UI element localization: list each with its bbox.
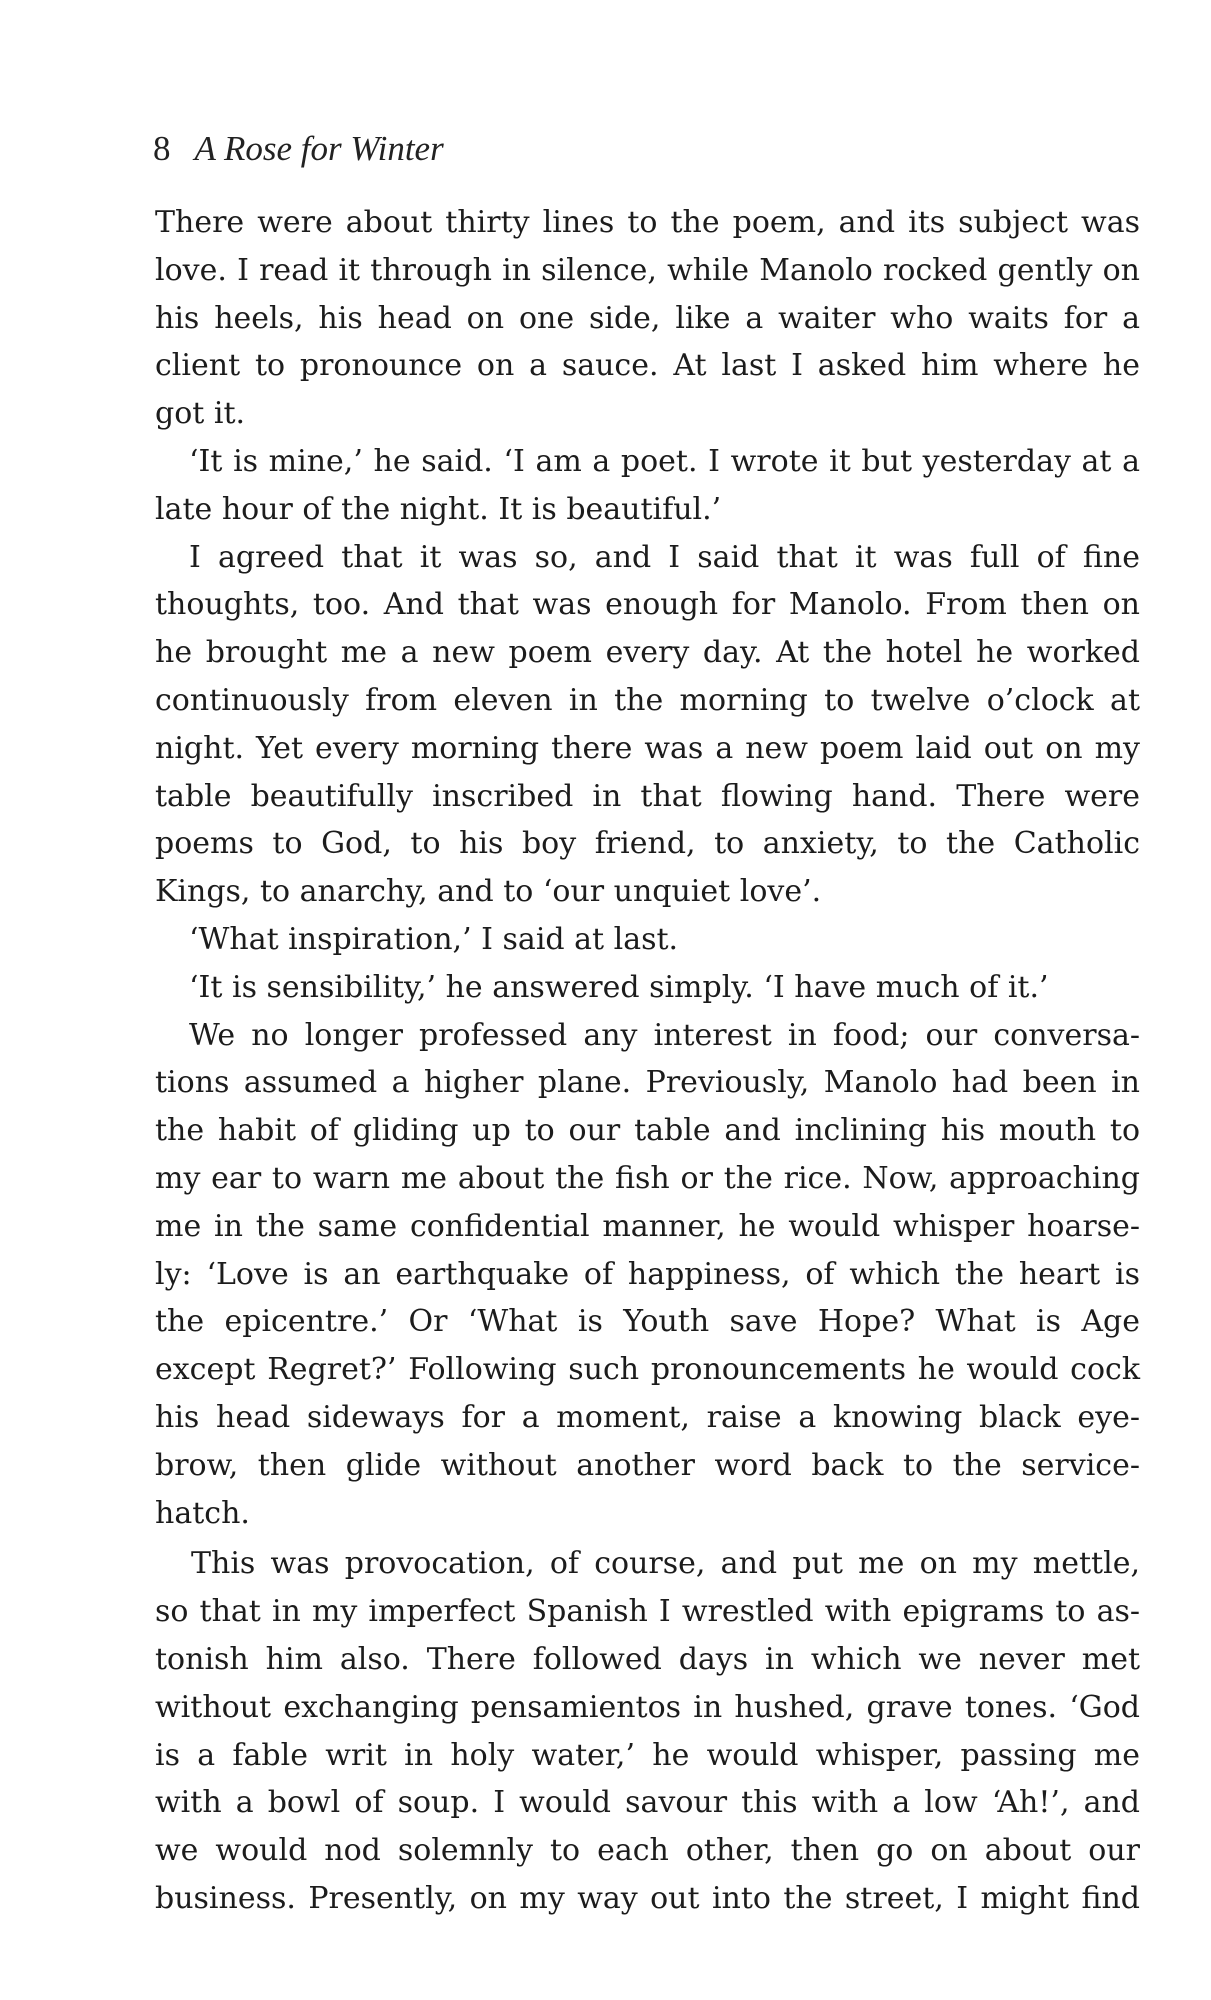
text-line: We no longer professed any interest in food; our conversa- [189,1017,1140,1053]
text-line: table beautifully inscribed in that flowing hand. There were [155,778,1140,814]
paragraph [155,534,1140,916]
text-line: got it. [155,396,246,432]
text-line: we would nod solemnly to each other, then go on about our [155,1833,1140,1869]
text-line: Kings, to anarchy, and to ‘our unquiet love’. [155,874,822,910]
book-title: A Rose for Winter [194,129,444,168]
text-line: his head sideways for a moment, raise a knowing black eye- [155,1399,1140,1435]
paragraph [155,916,1140,964]
text-line: my ear to warn me about the fish or the rice. Now, approaching [155,1160,1140,1196]
text-line: There were about thirty lines to the poem, and its subject was [155,205,1140,240]
text-line: the habit of gliding up to our table and inclining his mouth to [155,1113,1140,1149]
text-line: hatch. [155,1495,250,1531]
text-line: so that in my imperfect Spanish I wrestled with epigrams to as- [155,1594,1140,1630]
body-text [155,199,1140,1923]
text-line: the epicentre.’ Or ‘What is Youth save Hope? What is Age [155,1304,1140,1340]
text-line: I agreed that it was so, and I said that it was full of fine [189,539,1140,575]
running-head [153,126,444,172]
text-line: ly: ‘Love is an earthquake of happiness, of which the heart is [155,1256,1140,1292]
text-line: continuously from eleven in the morning to twelve o’clock at [155,682,1140,718]
text-line: except Regret?’ Following such pronouncements he would cock [155,1352,1140,1388]
text-line: business. Presently, on my way out into the street, I might find [155,1880,1140,1916]
text-line: client to pronounce on a sauce. At last I asked him where he [155,348,1140,384]
text-line: his heels, his head on one side, like a waiter who waits for a [155,300,1140,336]
text-line: This was provocation, of course, and put me on my mettle, [191,1546,1140,1582]
text-line: night. Yet every morning there was a new poem laid out on my [155,730,1140,766]
text-line: thoughts, too. And that was enough for Manolo. From then on [155,587,1140,623]
text-line: me in the same confidential manner, he would whisper hoarse- [155,1208,1140,1244]
text-line: ‘What inspiration,’ I said at last. [189,921,679,957]
text-line: is a fable writ in holy water,’ he would whisper, passing me [155,1737,1140,1773]
paragraph [155,964,1140,1012]
paragraph [155,1012,1140,1538]
paragraph [155,199,1140,438]
text-line: tonish him also. There followed days in which we never met [155,1641,1140,1677]
text-line: ‘It is sensibility,’ he answered simply. ‘I have much of it.’ [189,969,1049,1005]
text-line: poems to God, to his boy friend, to anxiety, to the Catholic [155,826,1140,862]
page-number: 8 [153,129,171,168]
paragraph [155,1540,1140,1922]
text-line: late hour of the night. It is beautiful.’ [155,491,722,527]
text-line: without exchanging pensamientos in hushed, grave tones. ‘God [155,1689,1140,1725]
text-line: brow, then glide without another word back to the service- [155,1447,1140,1483]
text-line: he brought me a new poem every day. At the hotel he worked [155,635,1140,671]
paragraph [155,438,1140,534]
text-line: ‘It is mine,’ he said. ‘I am a poet. I wrote it but yesterday at a [189,443,1140,479]
text-line: love. I read it through in silence, while Manolo rocked gently on [155,252,1140,288]
text-line: tions assumed a higher plane. Previously, Manolo had been in [155,1065,1140,1101]
text-line: with a bowl of soup. I would savour this with a low ‘Ah!’, and [155,1785,1140,1821]
